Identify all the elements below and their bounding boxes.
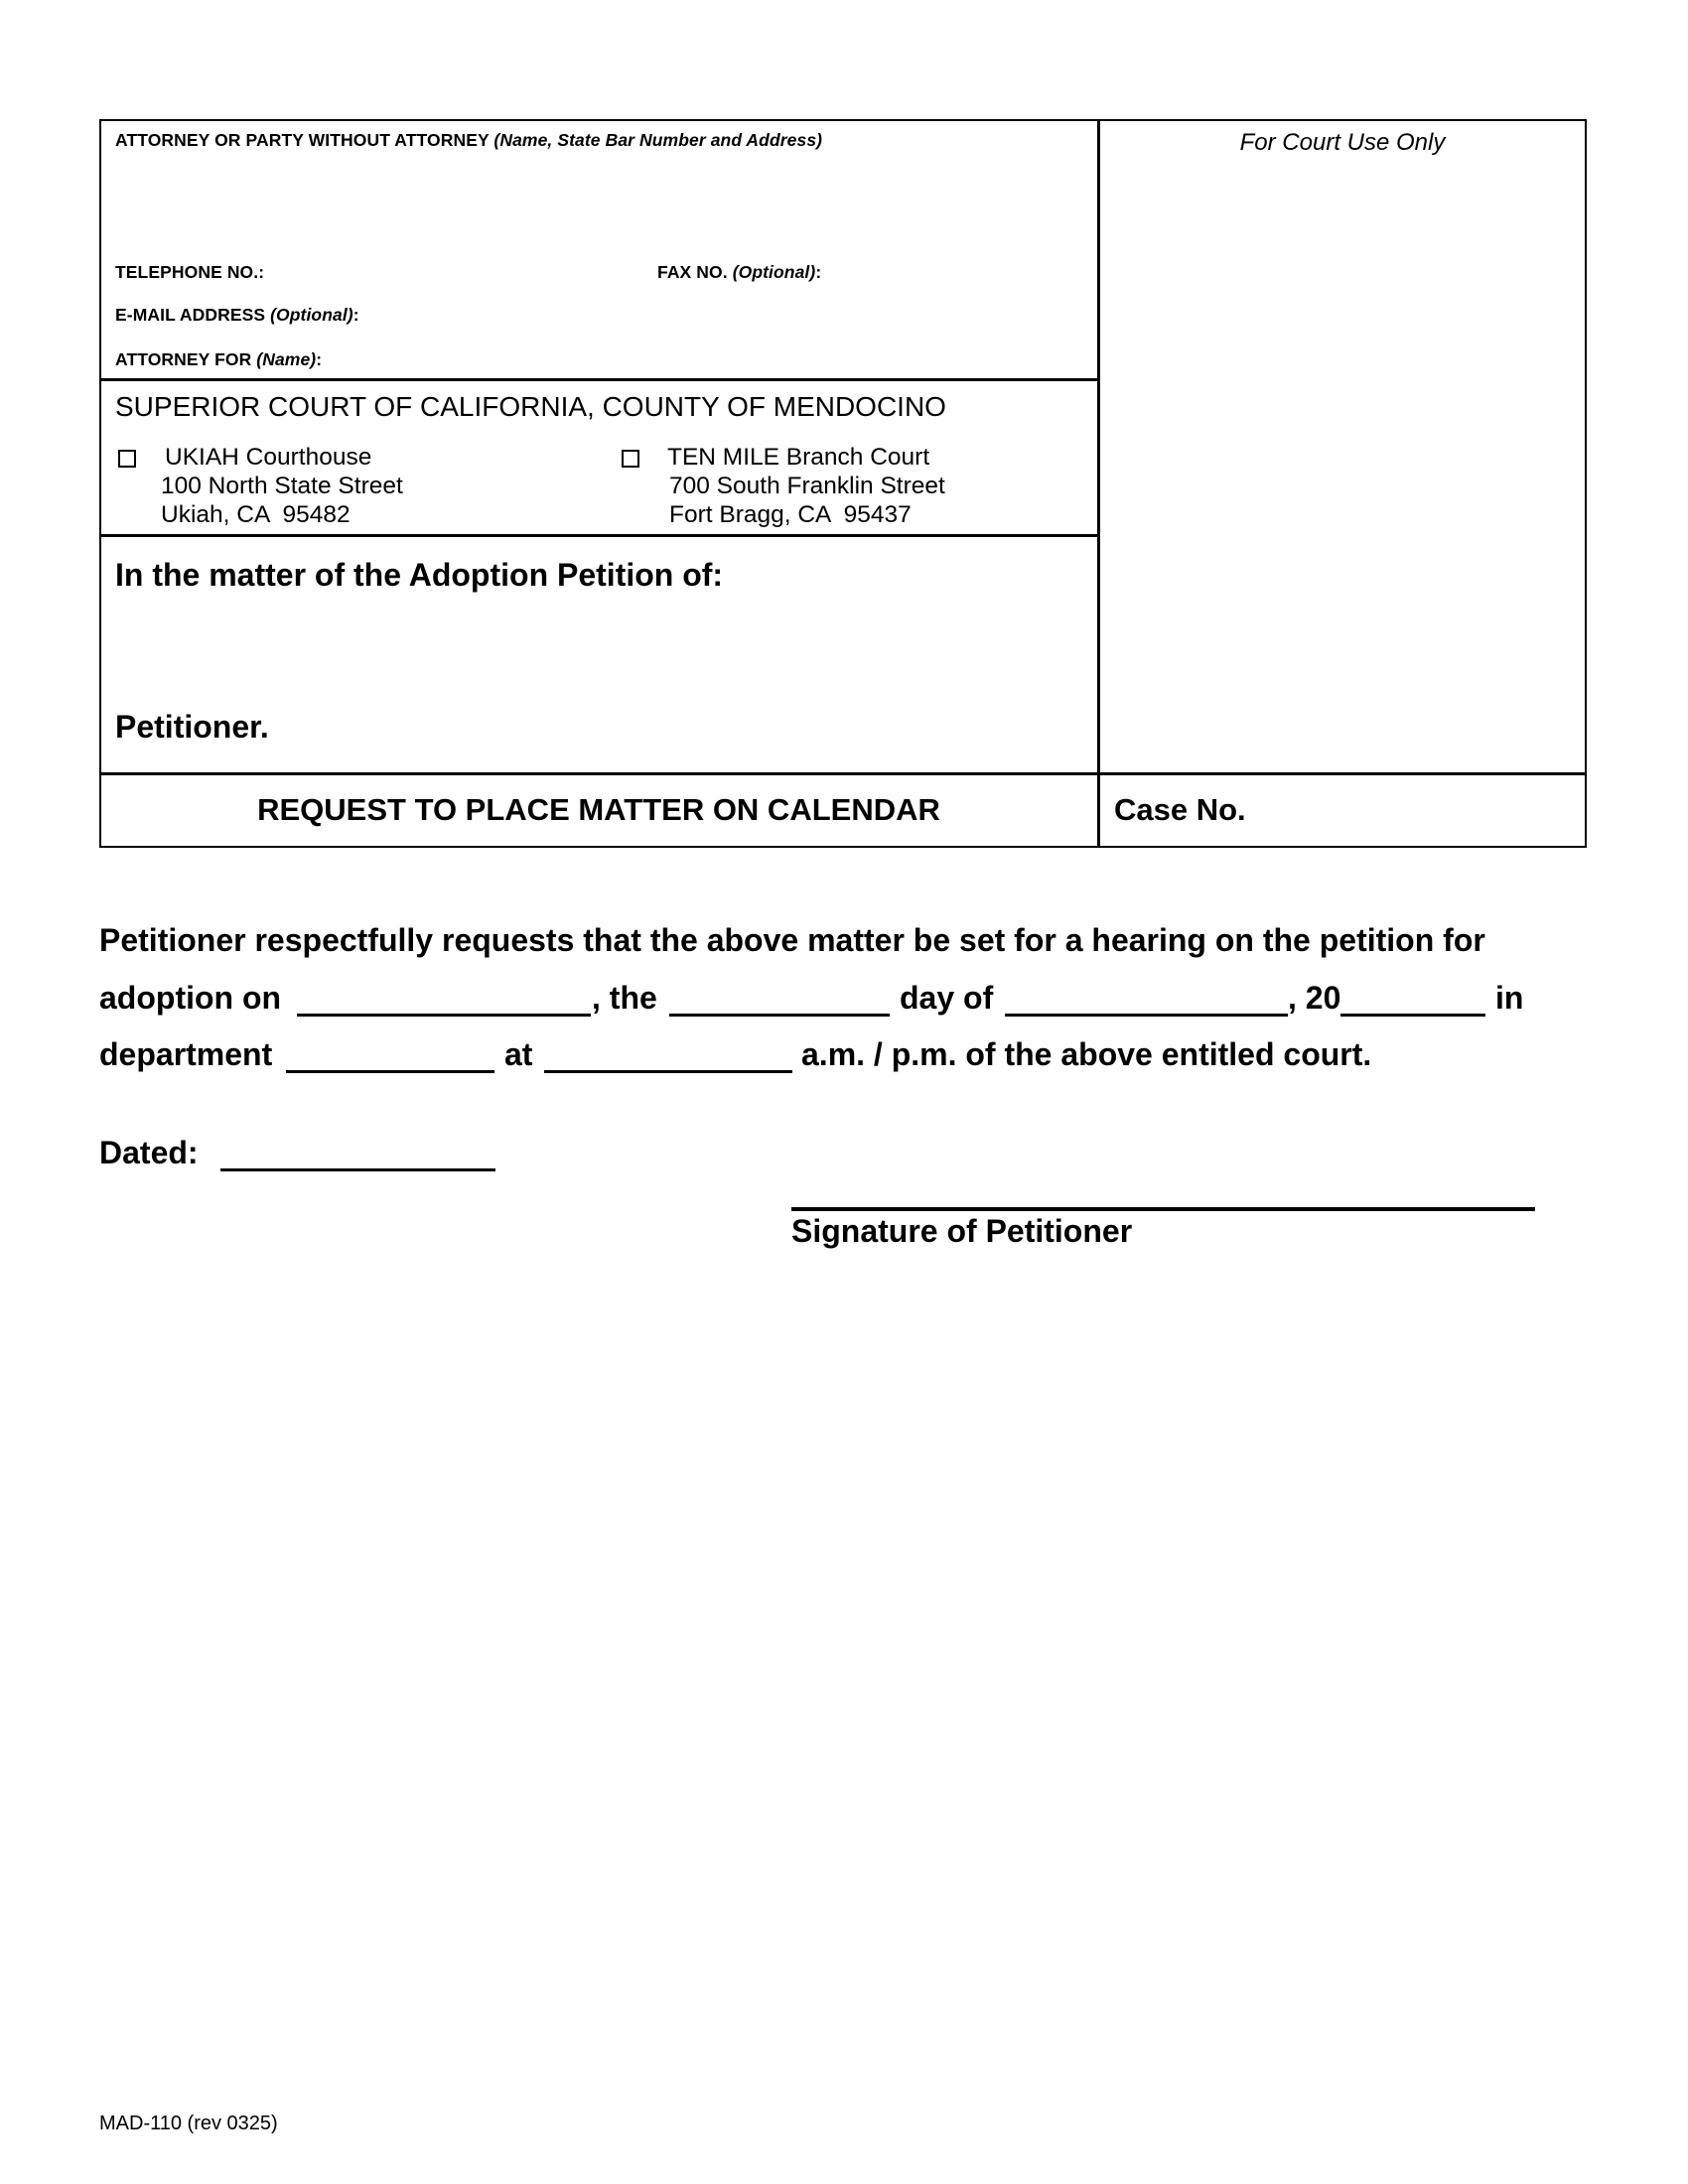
ukiah-name: UKIAH Courthouse <box>165 444 372 471</box>
month-field[interactable] <box>1005 1014 1288 1017</box>
attorney-label <box>115 130 822 151</box>
attorney-for-label-colon: : <box>316 349 323 369</box>
attorney-for-label-text: ATTORNEY FOR <box>115 349 252 369</box>
ukiah-city: Ukiah, CA 95482 <box>161 501 351 528</box>
at-label: at <box>504 1036 533 1072</box>
attorney-label-text: ATTORNEY OR PARTY WITHOUT ATTORNEY <box>115 130 490 150</box>
department-label: department <box>99 1036 273 1072</box>
court-section-divider <box>99 534 1098 537</box>
in-label: in <box>1495 980 1524 1016</box>
fax-label-text: FAX NO. <box>657 262 728 282</box>
signature-label: Signature of Petitioner <box>791 1213 1133 1249</box>
fax-label <box>657 262 821 283</box>
attorney-for-label-hint: (Name) <box>256 349 317 369</box>
ten-mile-checkbox[interactable] <box>622 450 639 468</box>
request-line-1: Petitioner respectfully requests that the above matter be set for a hearing on the petition for <box>99 922 1485 958</box>
attorney-for-label <box>115 349 322 370</box>
email-label-hint: (Optional) <box>270 305 353 325</box>
dated-field[interactable] <box>220 1168 495 1171</box>
title-row-divider <box>99 772 1587 775</box>
caption-divider-vertical <box>1097 119 1100 848</box>
email-label <box>115 305 359 326</box>
fax-label-hint: (Optional) <box>732 262 816 282</box>
form-id: MAD-110 (rev 0325) <box>99 2113 278 2134</box>
ampm-text: a.m. / p.m. of the above entitled court. <box>801 1036 1372 1072</box>
ten-mile-street: 700 South Franklin Street <box>669 473 945 499</box>
time-field[interactable] <box>544 1070 792 1073</box>
signature-line[interactable] <box>791 1207 1535 1211</box>
attorney-section-divider <box>99 378 1098 381</box>
dated-label: Dated: <box>99 1135 199 1170</box>
the-label: , the <box>592 980 657 1016</box>
year-prefix-label: , 20 <box>1288 980 1341 1016</box>
fax-label-colon: : <box>815 262 822 282</box>
day-field[interactable] <box>669 1014 890 1017</box>
ten-mile-name: TEN MILE Branch Court <box>667 444 930 471</box>
petitioner-label: Petitioner. <box>115 709 269 745</box>
court-title: SUPERIOR COURT OF CALIFORNIA, COUNTY OF MENDOCINO <box>115 391 946 422</box>
court-use-label: For Court Use Only <box>1239 129 1446 156</box>
hearing-date-field[interactable] <box>297 1014 591 1017</box>
ukiah-street: 100 North State Street <box>161 473 403 499</box>
year-field[interactable] <box>1340 1014 1485 1017</box>
department-field[interactable] <box>286 1070 494 1073</box>
telephone-label: TELEPHONE NO.: <box>115 262 265 282</box>
matter-caption: In the matter of the Adoption Petition of: <box>115 557 724 593</box>
ukiah-location <box>161 443 403 529</box>
email-label-colon: : <box>352 305 359 325</box>
ten-mile-location <box>667 443 945 529</box>
attorney-label-hint: (Name, State Bar Number and Address) <box>493 130 823 150</box>
adoption-on-label: adoption on <box>99 980 282 1016</box>
form-title: REQUEST TO PLACE MATTER ON CALENDAR <box>257 792 940 827</box>
email-label-text: E-MAIL ADDRESS <box>115 305 266 325</box>
day-of-label: day of <box>900 980 994 1016</box>
ten-mile-city: Fort Bragg, CA 95437 <box>669 501 912 528</box>
ukiah-checkbox[interactable] <box>118 450 136 468</box>
case-no-label: Case No. <box>1114 792 1246 827</box>
